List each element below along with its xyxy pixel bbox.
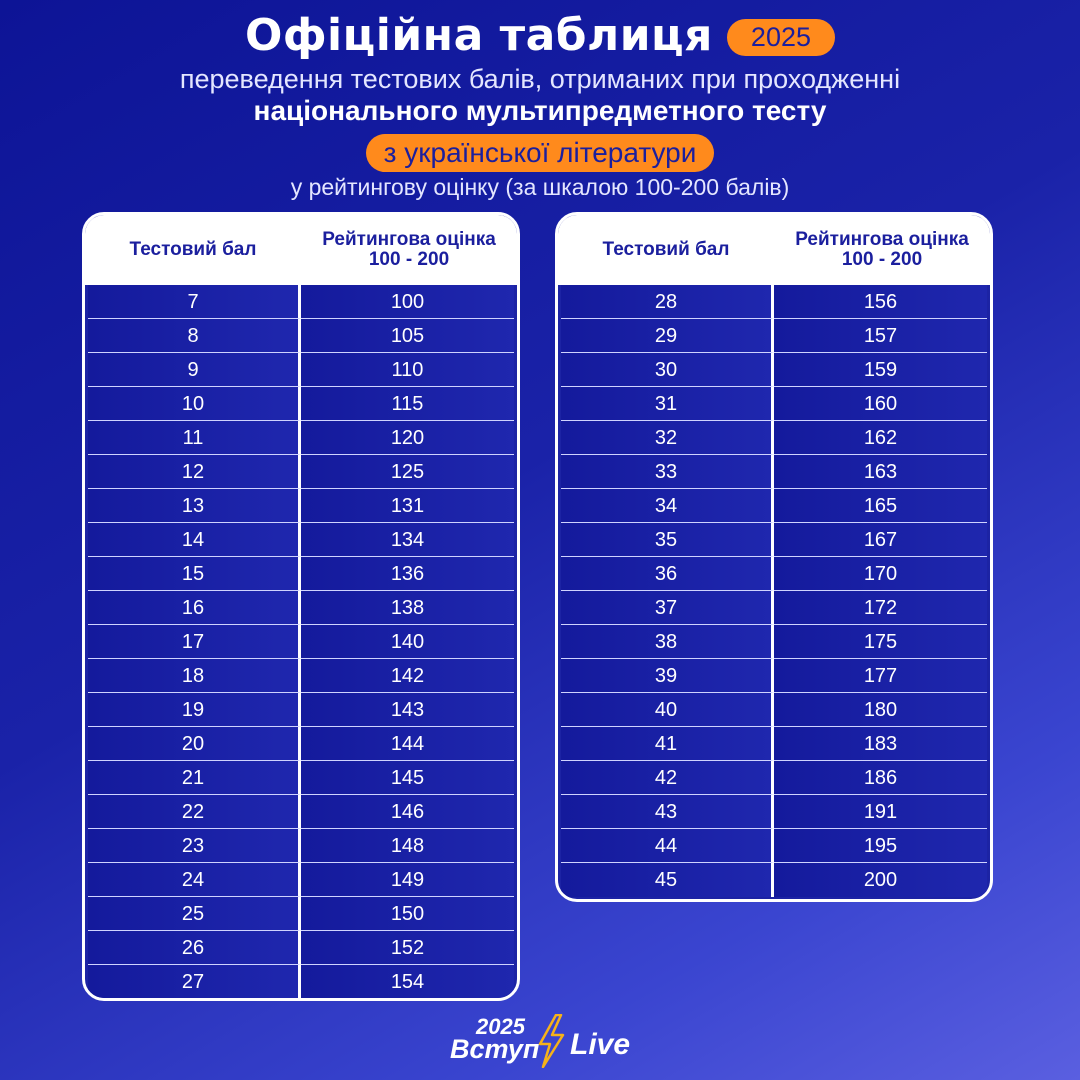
table-row xyxy=(88,489,514,523)
test-score-cell: 29 xyxy=(561,319,774,353)
table-row xyxy=(561,489,987,523)
rating-cell: 191 xyxy=(774,795,987,829)
rating-cell: 186 xyxy=(774,761,987,795)
score-table-left xyxy=(82,212,520,1001)
table-row xyxy=(561,319,987,353)
table-row xyxy=(561,693,987,727)
table-row xyxy=(561,591,987,625)
test-score-cell: 27 xyxy=(88,965,301,999)
table-row xyxy=(561,285,987,319)
test-score-cell: 24 xyxy=(88,863,301,897)
table-row xyxy=(88,387,514,421)
rating-cell: 134 xyxy=(301,523,514,557)
table-row xyxy=(88,285,514,319)
rating-cell: 105 xyxy=(301,319,514,353)
table-header xyxy=(85,215,517,285)
title-row xyxy=(0,10,1080,61)
test-score-cell: 26 xyxy=(88,931,301,965)
table-row xyxy=(88,761,514,795)
rating-cell: 145 xyxy=(301,761,514,795)
test-score-cell: 37 xyxy=(561,591,774,625)
test-score-cell: 20 xyxy=(88,727,301,761)
test-score-cell: 17 xyxy=(88,625,301,659)
rating-cell: 200 xyxy=(774,863,987,897)
table-row xyxy=(88,693,514,727)
rating-cell: 167 xyxy=(774,523,987,557)
table-row xyxy=(88,863,514,897)
rating-cell: 140 xyxy=(301,625,514,659)
test-score-cell: 14 xyxy=(88,523,301,557)
logo-year: 2025 xyxy=(476,1014,525,1039)
rating-cell: 136 xyxy=(301,557,514,591)
table-row xyxy=(561,829,987,863)
rating-cell: 183 xyxy=(774,727,987,761)
table-row xyxy=(561,421,987,455)
rating-cell: 149 xyxy=(301,863,514,897)
table-row xyxy=(88,659,514,693)
table-row xyxy=(561,387,987,421)
rating-cell: 180 xyxy=(774,693,987,727)
rating-cell: 156 xyxy=(774,285,987,319)
test-score-cell: 11 xyxy=(88,421,301,455)
table-row xyxy=(88,795,514,829)
test-score-cell: 10 xyxy=(88,387,301,421)
rating-cell: 144 xyxy=(301,727,514,761)
logo-name: Вступ xyxy=(450,1034,540,1064)
rating-cell: 142 xyxy=(301,659,514,693)
rating-cell: 170 xyxy=(774,557,987,591)
rating-cell: 165 xyxy=(774,489,987,523)
table-row xyxy=(88,965,514,999)
rating-cell: 150 xyxy=(301,897,514,931)
test-score-cell: 39 xyxy=(561,659,774,693)
test-score-cell: 13 xyxy=(88,489,301,523)
rating-cell: 163 xyxy=(774,455,987,489)
header-test-score: Тестовий бал xyxy=(129,239,257,260)
test-score-cell: 36 xyxy=(561,557,774,591)
table-row xyxy=(561,625,987,659)
test-score-cell: 12 xyxy=(88,455,301,489)
header-rating xyxy=(301,230,517,270)
test-score-cell: 28 xyxy=(561,285,774,319)
table-row xyxy=(88,319,514,353)
test-score-cell: 7 xyxy=(88,285,301,319)
rating-cell: 125 xyxy=(301,455,514,489)
test-score-cell: 41 xyxy=(561,727,774,761)
table-row xyxy=(88,727,514,761)
test-score-cell: 22 xyxy=(88,795,301,829)
table-row xyxy=(561,455,987,489)
test-score-cell: 45 xyxy=(561,863,774,897)
lightning-icon xyxy=(534,1014,568,1068)
test-score-cell: 43 xyxy=(561,795,774,829)
table-row xyxy=(561,795,987,829)
header-rating-scale: 100 - 200 xyxy=(368,249,450,270)
table-row xyxy=(561,761,987,795)
page-title: Офіційна таблиця xyxy=(245,10,713,61)
rating-cell: 159 xyxy=(774,353,987,387)
subtitle-line-3: у рейтингову оцінку (за шкалою 100-200 балів) xyxy=(290,174,790,200)
rating-cell: 154 xyxy=(301,965,514,999)
table-row xyxy=(88,557,514,591)
test-score-cell: 9 xyxy=(88,353,301,387)
header-test-score: Тестовий бал xyxy=(602,239,730,260)
table-row xyxy=(561,727,987,761)
vstup-live-logo xyxy=(446,1014,636,1068)
table-row xyxy=(88,625,514,659)
rating-cell: 110 xyxy=(301,353,514,387)
subtitle-line-2: національного мультипредметного тесту xyxy=(253,95,827,126)
test-score-cell: 18 xyxy=(88,659,301,693)
rating-cell: 160 xyxy=(774,387,987,421)
test-score-cell: 21 xyxy=(88,761,301,795)
table-row xyxy=(561,863,987,897)
table-row xyxy=(561,557,987,591)
test-score-cell: 31 xyxy=(561,387,774,421)
rating-cell: 175 xyxy=(774,625,987,659)
test-score-cell: 30 xyxy=(561,353,774,387)
year-badge: 2025 xyxy=(727,19,835,56)
header-rating-title: Рейтингова оцінка xyxy=(795,229,969,250)
test-score-cell: 33 xyxy=(561,455,774,489)
header-rating-title: Рейтингова оцінка xyxy=(322,229,496,250)
test-score-cell: 19 xyxy=(88,693,301,727)
test-score-cell: 23 xyxy=(88,829,301,863)
test-score-cell: 44 xyxy=(561,829,774,863)
table-row xyxy=(561,353,987,387)
table-row xyxy=(88,931,514,965)
rating-cell: 138 xyxy=(301,591,514,625)
table-body xyxy=(561,285,987,897)
logo-suffix: Live xyxy=(570,1028,631,1061)
rating-cell: 195 xyxy=(774,829,987,863)
subject-wrap xyxy=(0,134,1080,172)
test-score-cell: 8 xyxy=(88,319,301,353)
table-body xyxy=(88,285,514,999)
rating-cell: 157 xyxy=(774,319,987,353)
header-rating-scale: 100 - 200 xyxy=(841,249,923,270)
table-row xyxy=(88,421,514,455)
rating-cell: 148 xyxy=(301,829,514,863)
rating-cell: 131 xyxy=(301,489,514,523)
test-score-cell: 32 xyxy=(561,421,774,455)
test-score-cell: 35 xyxy=(561,523,774,557)
table-row xyxy=(561,523,987,557)
rating-cell: 143 xyxy=(301,693,514,727)
rating-cell: 120 xyxy=(301,421,514,455)
rating-cell: 172 xyxy=(774,591,987,625)
table-header xyxy=(558,215,990,285)
rating-cell: 146 xyxy=(301,795,514,829)
table-row xyxy=(88,353,514,387)
score-table-right xyxy=(555,212,993,902)
table-row xyxy=(88,897,514,931)
test-score-cell: 38 xyxy=(561,625,774,659)
test-score-cell: 40 xyxy=(561,693,774,727)
table-row xyxy=(88,829,514,863)
subtitle-line-1: переведення тестових балів, отриманих при проходженні xyxy=(179,64,901,94)
rating-cell: 152 xyxy=(301,931,514,965)
test-score-cell: 34 xyxy=(561,489,774,523)
table-row xyxy=(88,455,514,489)
header-rating xyxy=(774,230,990,270)
rating-cell: 100 xyxy=(301,285,514,319)
table-row xyxy=(88,523,514,557)
test-score-cell: 16 xyxy=(88,591,301,625)
test-score-cell: 15 xyxy=(88,557,301,591)
rating-cell: 162 xyxy=(774,421,987,455)
subject-badge: з української літератури xyxy=(366,134,715,172)
table-row xyxy=(561,659,987,693)
test-score-cell: 42 xyxy=(561,761,774,795)
rating-cell: 177 xyxy=(774,659,987,693)
rating-cell: 115 xyxy=(301,387,514,421)
test-score-cell: 25 xyxy=(88,897,301,931)
table-row xyxy=(88,591,514,625)
